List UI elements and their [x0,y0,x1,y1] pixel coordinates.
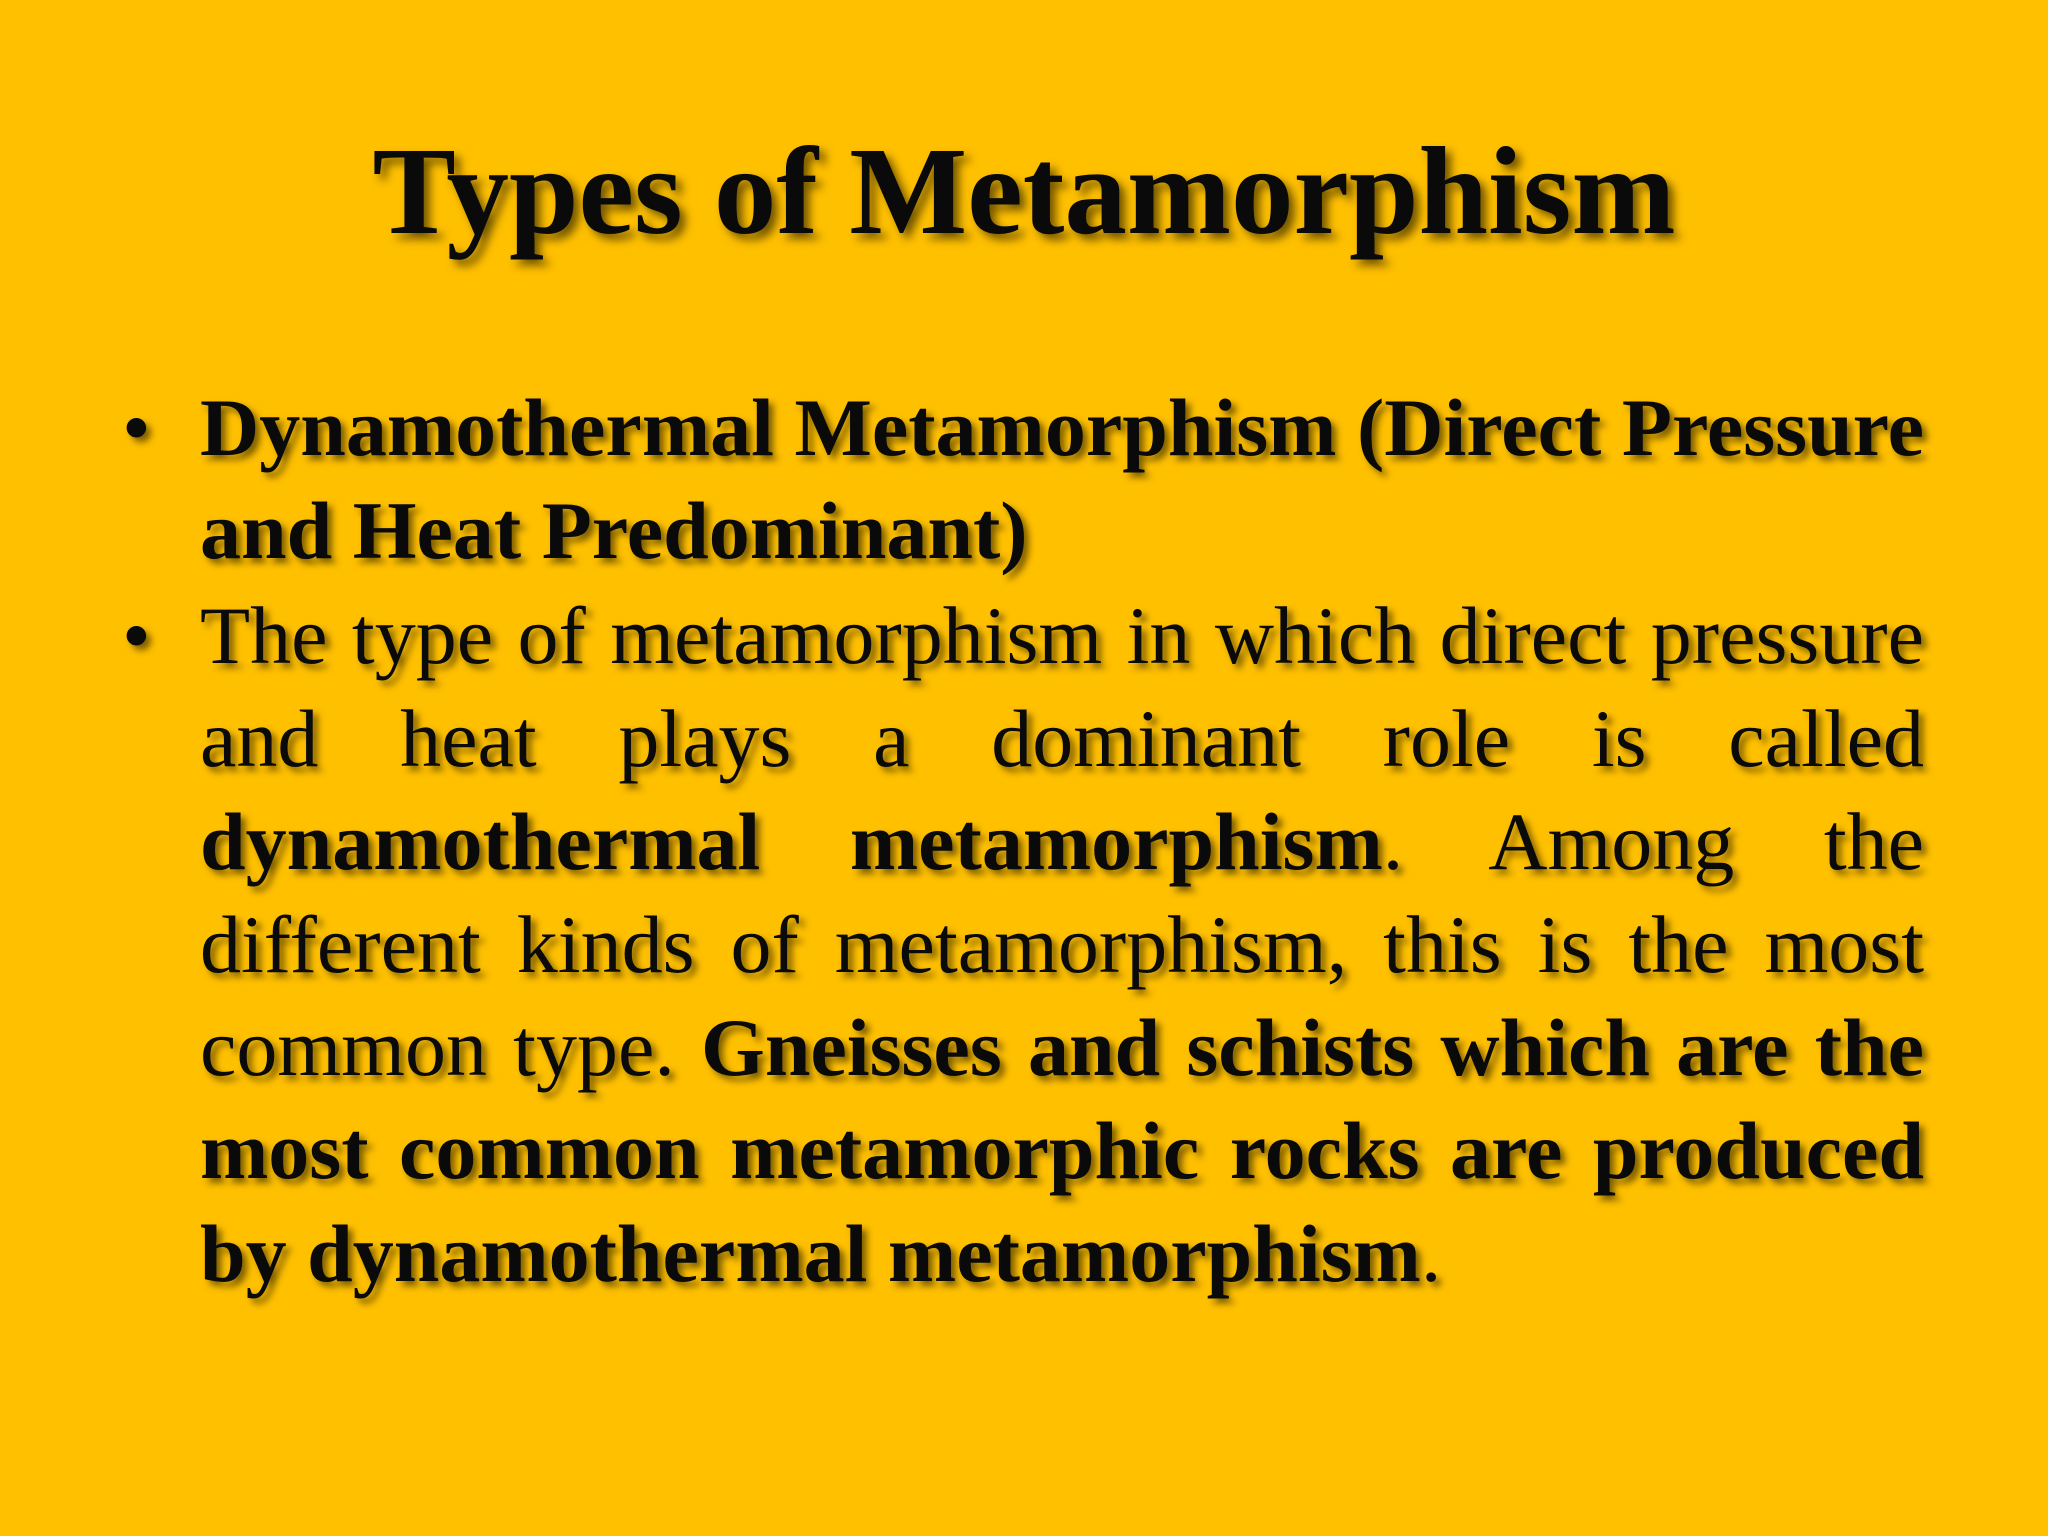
bullet-icon: • [122,590,151,681]
bullet-icon: • [122,382,151,473]
description-text-2: . Among the different kinds of metamorphism, this is the most common type. [200,796,1924,1093]
bullet-item-heading [122,376,1924,582]
description-bold-statement: Gneisses and schists which are the most common metamorphic rocks are produced by dynamothermal metamorphism [200,1002,1924,1299]
description-text-3: . [1420,1208,1442,1299]
bullet-heading-text: Dynamothermal Metamorphism (Direct Pressure and Heat Predominant) [200,382,1924,576]
slide-title: Types of Metamorphism [372,123,1676,261]
description-text-1: The type of metamorphism in which direct pressure and heat plays a dominant role is called [200,590,1924,784]
description-bold-term: dynamothermal metamorphism [200,796,1383,887]
bullet-item-description [122,584,1924,1305]
bullet-list [122,376,1924,1307]
